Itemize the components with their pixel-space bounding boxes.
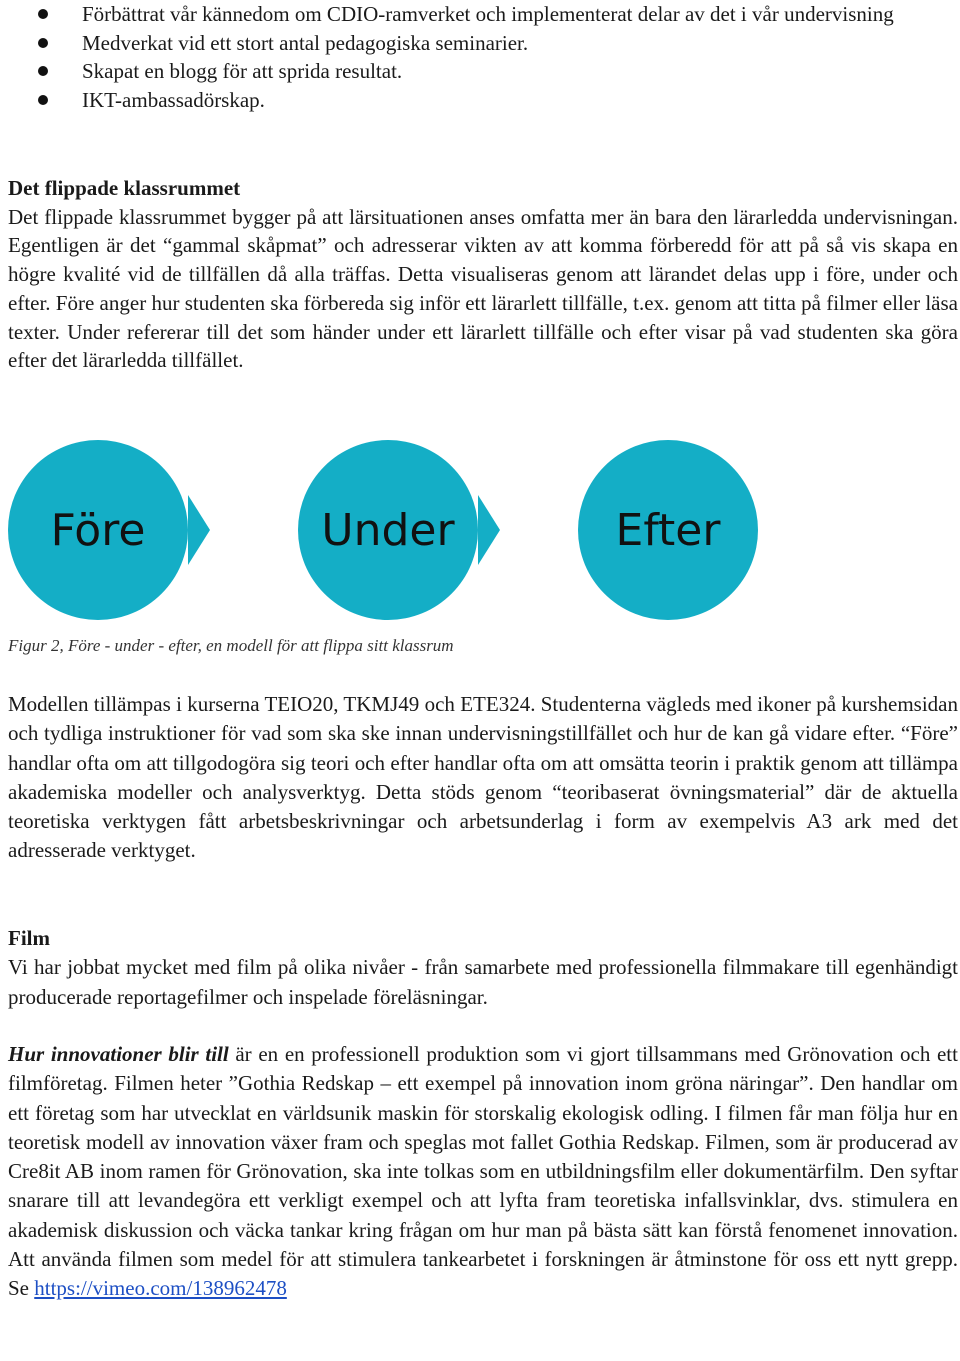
section-heading: Film xyxy=(8,926,50,950)
bullet-icon xyxy=(38,38,48,48)
film-section xyxy=(8,924,958,1012)
list-item: Förbättrat vår kännedom om CDIO-ramverket och implementerat delar av det i vår undervisning xyxy=(8,0,958,29)
section-paragraph: Hur innovationer blir till är en en professionell produktion som vi gjort tillsammans med Grönovation och ett filmföretag. Filmen heter ”Gothia Redskap – ett exempel på innovation inom gröna näringar”. Den handlar om ett företag som har utvecklat en världsunik maskin för storskalig ekologisk odling. I filmen får man följa hur en teoretisk modell av innovation växer fram och speglas mot fallet Gothia Redskap. Filmen, som är producerad av Cre8it AB inom ramen för Grönovation, ska inte tolkas som en utbildningsfilm eller dokumentärfilm. Den syftar snarare till att levandegöra ett verkligt exempel och att lyfta fram teoretiska infallsvinklar, dvs. stimulera en akademisk diskussion och väcka tankar kring frågan om hur man på bästa sätt kan förstå fenomenet innovation. Att använda filmen som medel för att stimulera tankearbetet i forskningen är åtminstone för oss ett nytt grepp. Se https://vimeo.com/138962478 xyxy=(8,1042,958,1301)
section-paragraph: Vi har jobbat mycket med film på olika nivåer - från samarbete med professionella filmmakare till egenhändigt producerade reportagefilmer och inspelade föreläsningar. xyxy=(8,955,958,1009)
achievement-list xyxy=(8,0,958,115)
innovation-section xyxy=(8,1040,958,1304)
bullet-icon xyxy=(38,95,48,105)
list-item: IKT-ambassadörskap. xyxy=(8,86,958,115)
section-paragraph: Modellen tillämpas i kurserna TEIO20, TKMJ49 och ETE324. Studenterna vägleds med ikoner på kurshemsidan och tydliga instruktioner för vad som ska ske innan undervisningstillfället och hur de kan gå vidare efter. “Före” handlar ofta om att tillgodogöra sig teori och efter handlar ofta om att omsätta teorin i praktik genom att tillämpa akademiska modeller och analysverktyg. Detta stöds genom “teoribaserat övningsmaterial” där de aktuella teoretiska verktygen fått arbetsbeskrivningar och arbetsunderlag i form av exempelvis A3 ark med det adresserade verktyget. xyxy=(8,692,958,863)
section-heading: Det flippade klassrummet xyxy=(8,176,241,200)
figure-caption: Figur 2, Före - under - efter, en modell för att flippa sitt klassrum xyxy=(8,636,454,655)
before-during-after-diagram xyxy=(8,440,958,620)
list-item: Medverkat vid ett stort antal pedagogiska seminarier. xyxy=(8,29,958,58)
film-title: Hur innovationer blir till xyxy=(8,1042,229,1066)
model-section xyxy=(8,690,958,866)
diagram-step-before: Före xyxy=(8,440,188,620)
vimeo-link[interactable]: https://vimeo.com/138962478 xyxy=(34,1276,287,1301)
arrow-icon xyxy=(188,495,210,565)
bullet-icon xyxy=(38,66,48,76)
arrow-icon xyxy=(478,495,500,565)
flipped-classroom-section xyxy=(8,174,958,375)
bullet-icon xyxy=(38,9,48,19)
diagram-step-after: Efter xyxy=(578,440,758,620)
list-item: Skapat en blogg för att sprida resultat. xyxy=(8,57,958,86)
diagram-step-during: Under xyxy=(298,440,478,620)
section-paragraph: Det flippade klassrummet bygger på att lärsituationen anses omfatta mer än bara den lärarledda undervisningan. Egentligen är det “gammal skåpmat” och adresserar vikten av att komma förberedd för att på så vis skapa en högre kvalité vid de tillfällen då alla träffas. Detta visualiseras genom att lärandet delas upp i före, under och efter. Före anger hur studenten ska förbereda sig inför ett lärarlett tillfälle, t.ex. genom att titta på filmer eller läsa texter. Under refererar till det som händer under ett lärarlett tillfälle och efter visar på vad studenten ska göra efter det lärarledda tillfället. xyxy=(8,204,958,373)
